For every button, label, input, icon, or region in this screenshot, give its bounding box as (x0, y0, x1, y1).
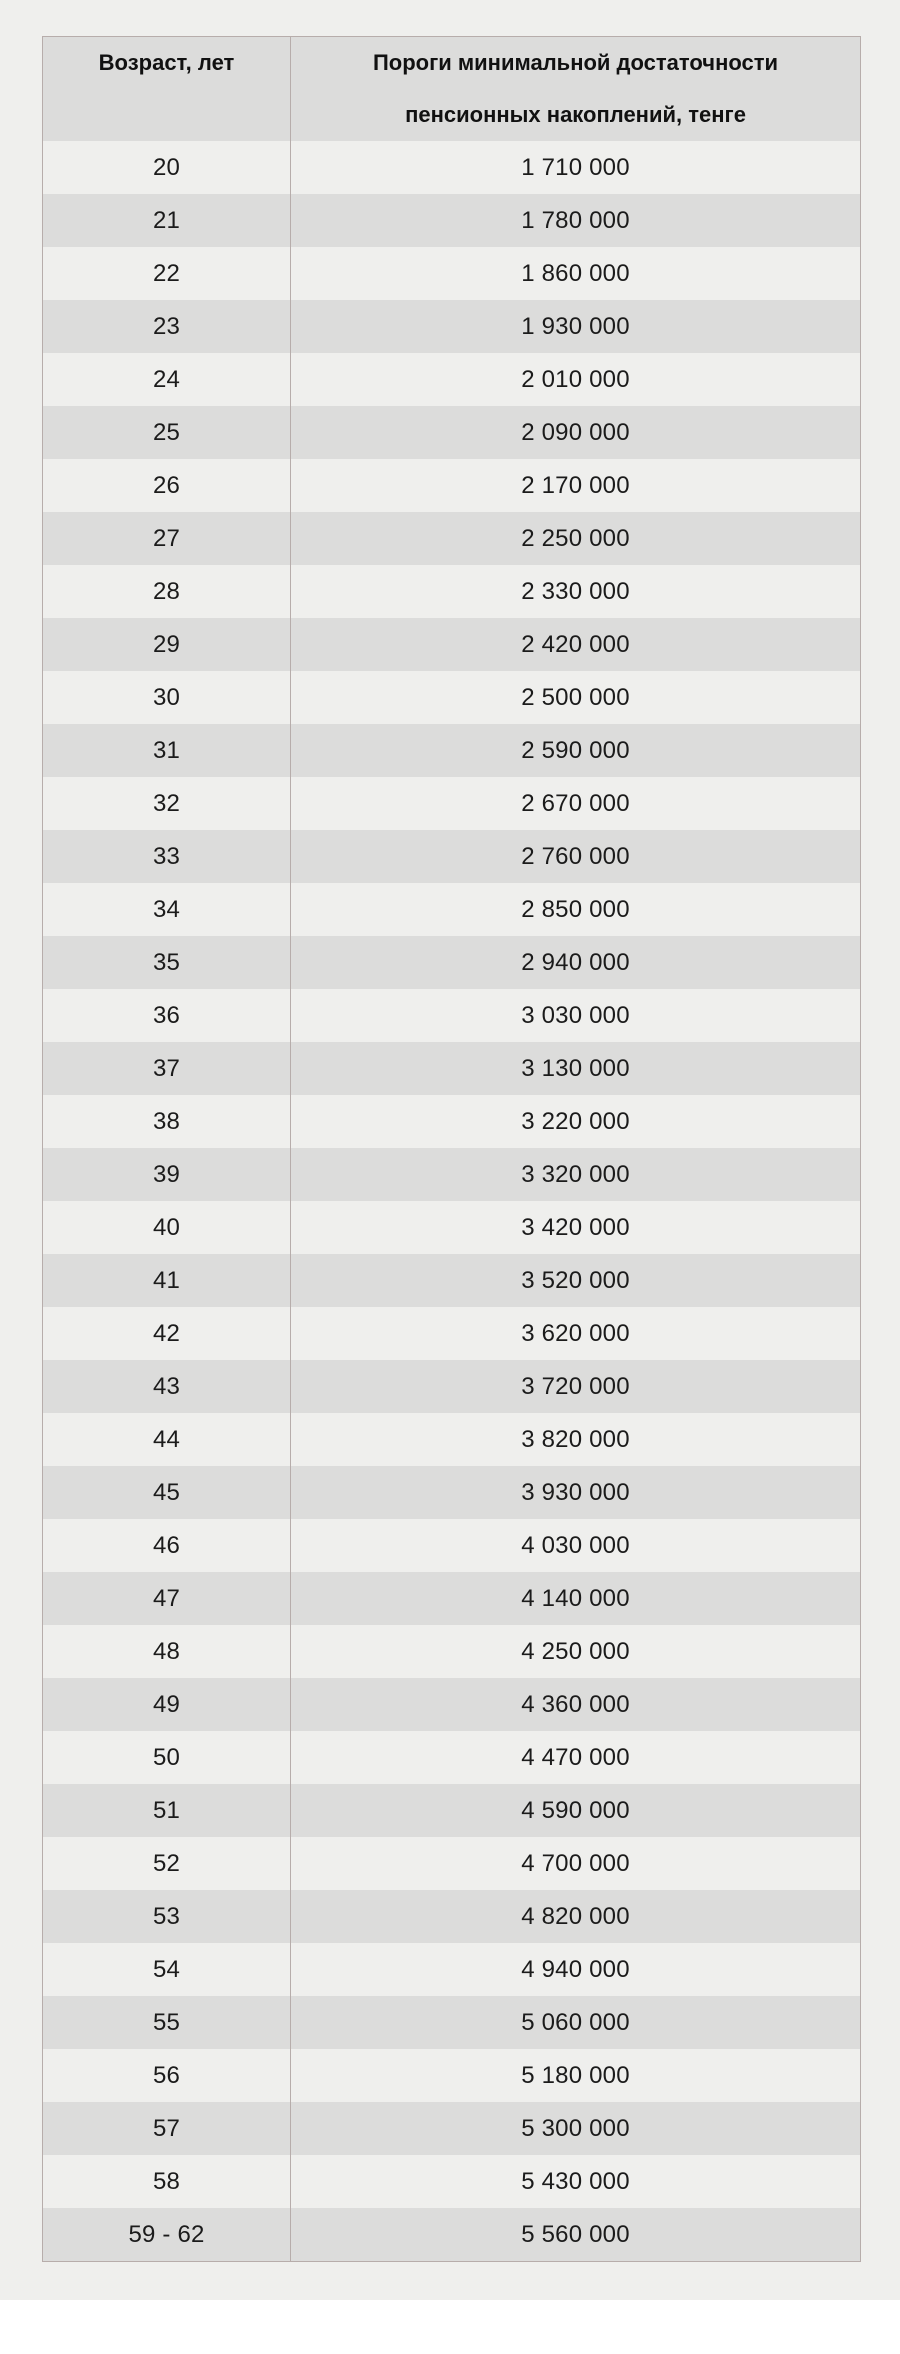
age-cell: 56 (43, 2049, 291, 2102)
threshold-amount-cell: 2 010 000 (291, 353, 861, 406)
age-cell: 42 (43, 1307, 291, 1360)
threshold-amount-cell: 1 930 000 (291, 300, 861, 353)
table-row (43, 141, 861, 194)
age-cell: 49 (43, 1678, 291, 1731)
age-cell: 55 (43, 1996, 291, 2049)
table-row (43, 777, 861, 830)
threshold-amount-cell: 2 670 000 (291, 777, 861, 830)
table-row (43, 512, 861, 565)
age-cell: 58 (43, 2155, 291, 2208)
age-cell: 46 (43, 1519, 291, 1572)
age-cell: 54 (43, 1943, 291, 1996)
age-cell: 40 (43, 1201, 291, 1254)
threshold-amount-cell: 5 300 000 (291, 2102, 861, 2155)
threshold-amount-cell: 1 860 000 (291, 247, 861, 300)
table-row (43, 883, 861, 936)
header-age: Возраст, лет (43, 37, 291, 142)
threshold-amount-cell: 4 030 000 (291, 1519, 861, 1572)
table-row (43, 1201, 861, 1254)
age-cell: 29 (43, 618, 291, 671)
age-cell: 57 (43, 2102, 291, 2155)
table-row (43, 406, 861, 459)
table-row (43, 830, 861, 883)
table-row (43, 1678, 861, 1731)
table-row (43, 618, 861, 671)
age-cell: 23 (43, 300, 291, 353)
threshold-amount-cell: 2 850 000 (291, 883, 861, 936)
header-threshold-line-1: Пороги минимальной достаточности (372, 50, 779, 75)
threshold-amount-cell: 2 940 000 (291, 936, 861, 989)
table-row (43, 565, 861, 618)
age-cell: 31 (43, 724, 291, 777)
table-row (43, 2155, 861, 2208)
threshold-amount-cell: 3 820 000 (291, 1413, 861, 1466)
threshold-amount-cell: 3 030 000 (291, 989, 861, 1042)
table-row (43, 936, 861, 989)
table-row (43, 1307, 861, 1360)
age-cell: 32 (43, 777, 291, 830)
threshold-amount-cell: 3 620 000 (291, 1307, 861, 1360)
age-cell: 38 (43, 1095, 291, 1148)
threshold-amount-cell: 1 780 000 (291, 194, 861, 247)
threshold-amount-cell: 2 500 000 (291, 671, 861, 724)
threshold-amount-cell: 4 360 000 (291, 1678, 861, 1731)
age-cell: 36 (43, 989, 291, 1042)
table-row (43, 2102, 861, 2155)
table-row (43, 1254, 861, 1307)
age-cell: 59 - 62 (43, 2208, 291, 2262)
threshold-amount-cell: 5 180 000 (291, 2049, 861, 2102)
age-cell: 45 (43, 1466, 291, 1519)
table-row (43, 353, 861, 406)
age-cell: 33 (43, 830, 291, 883)
table-body (43, 141, 861, 2262)
age-cell: 52 (43, 1837, 291, 1890)
age-cell: 30 (43, 671, 291, 724)
threshold-amount-cell: 2 760 000 (291, 830, 861, 883)
table-header-row (43, 37, 861, 142)
age-cell: 41 (43, 1254, 291, 1307)
table-row (43, 671, 861, 724)
threshold-amount-cell: 5 430 000 (291, 2155, 861, 2208)
table-row (43, 300, 861, 353)
threshold-amount-cell: 5 060 000 (291, 1996, 861, 2049)
table-row (43, 2208, 861, 2262)
table-row (43, 1572, 861, 1625)
threshold-amount-cell: 3 220 000 (291, 1095, 861, 1148)
age-cell: 44 (43, 1413, 291, 1466)
table-row (43, 1625, 861, 1678)
age-cell: 28 (43, 565, 291, 618)
threshold-amount-cell: 3 130 000 (291, 1042, 861, 1095)
age-cell: 20 (43, 141, 291, 194)
pension-thresholds-table (42, 36, 861, 2262)
threshold-amount-cell: 3 420 000 (291, 1201, 861, 1254)
age-cell: 24 (43, 353, 291, 406)
table-row (43, 1943, 861, 1996)
threshold-amount-cell: 5 560 000 (291, 2208, 861, 2262)
table-row (43, 1095, 861, 1148)
table-row (43, 1837, 861, 1890)
threshold-amount-cell: 4 820 000 (291, 1890, 861, 1943)
table-row (43, 989, 861, 1042)
threshold-amount-cell: 4 470 000 (291, 1731, 861, 1784)
header-threshold-line-2: пенсионных накоплений, тенге (405, 102, 746, 127)
threshold-amount-cell: 2 590 000 (291, 724, 861, 777)
table-row (43, 2049, 861, 2102)
threshold-amount-cell: 2 170 000 (291, 459, 861, 512)
table-row (43, 194, 861, 247)
table-row (43, 1996, 861, 2049)
age-cell: 48 (43, 1625, 291, 1678)
age-cell: 53 (43, 1890, 291, 1943)
table-row (43, 1784, 861, 1837)
age-cell: 47 (43, 1572, 291, 1625)
table-row (43, 459, 861, 512)
age-cell: 22 (43, 247, 291, 300)
age-cell: 51 (43, 1784, 291, 1837)
age-cell: 39 (43, 1148, 291, 1201)
table-row (43, 1042, 861, 1095)
age-cell: 26 (43, 459, 291, 512)
table-row (43, 724, 861, 777)
threshold-amount-cell: 3 930 000 (291, 1466, 861, 1519)
table-row (43, 247, 861, 300)
age-cell: 27 (43, 512, 291, 565)
threshold-amount-cell: 3 720 000 (291, 1360, 861, 1413)
age-cell: 35 (43, 936, 291, 989)
table-row (43, 1360, 861, 1413)
table-row (43, 1148, 861, 1201)
table-row (43, 1466, 861, 1519)
threshold-amount-cell: 3 320 000 (291, 1148, 861, 1201)
threshold-amount-cell: 4 250 000 (291, 1625, 861, 1678)
table-row (43, 1413, 861, 1466)
threshold-amount-cell: 2 420 000 (291, 618, 861, 671)
table-row (43, 1890, 861, 1943)
threshold-amount-cell: 1 710 000 (291, 141, 861, 194)
threshold-amount-cell: 4 590 000 (291, 1784, 861, 1837)
table-row (43, 1731, 861, 1784)
age-cell: 21 (43, 194, 291, 247)
table-row (43, 1519, 861, 1572)
threshold-amount-cell: 4 700 000 (291, 1837, 861, 1890)
age-cell: 50 (43, 1731, 291, 1784)
age-cell: 34 (43, 883, 291, 936)
threshold-amount-cell: 2 090 000 (291, 406, 861, 459)
header-threshold (291, 37, 861, 142)
threshold-amount-cell: 2 330 000 (291, 565, 861, 618)
threshold-amount-cell: 4 140 000 (291, 1572, 861, 1625)
threshold-amount-cell: 2 250 000 (291, 512, 861, 565)
age-cell: 43 (43, 1360, 291, 1413)
threshold-amount-cell: 4 940 000 (291, 1943, 861, 1996)
age-cell: 25 (43, 406, 291, 459)
threshold-amount-cell: 3 520 000 (291, 1254, 861, 1307)
age-cell: 37 (43, 1042, 291, 1095)
table-header (43, 37, 861, 142)
